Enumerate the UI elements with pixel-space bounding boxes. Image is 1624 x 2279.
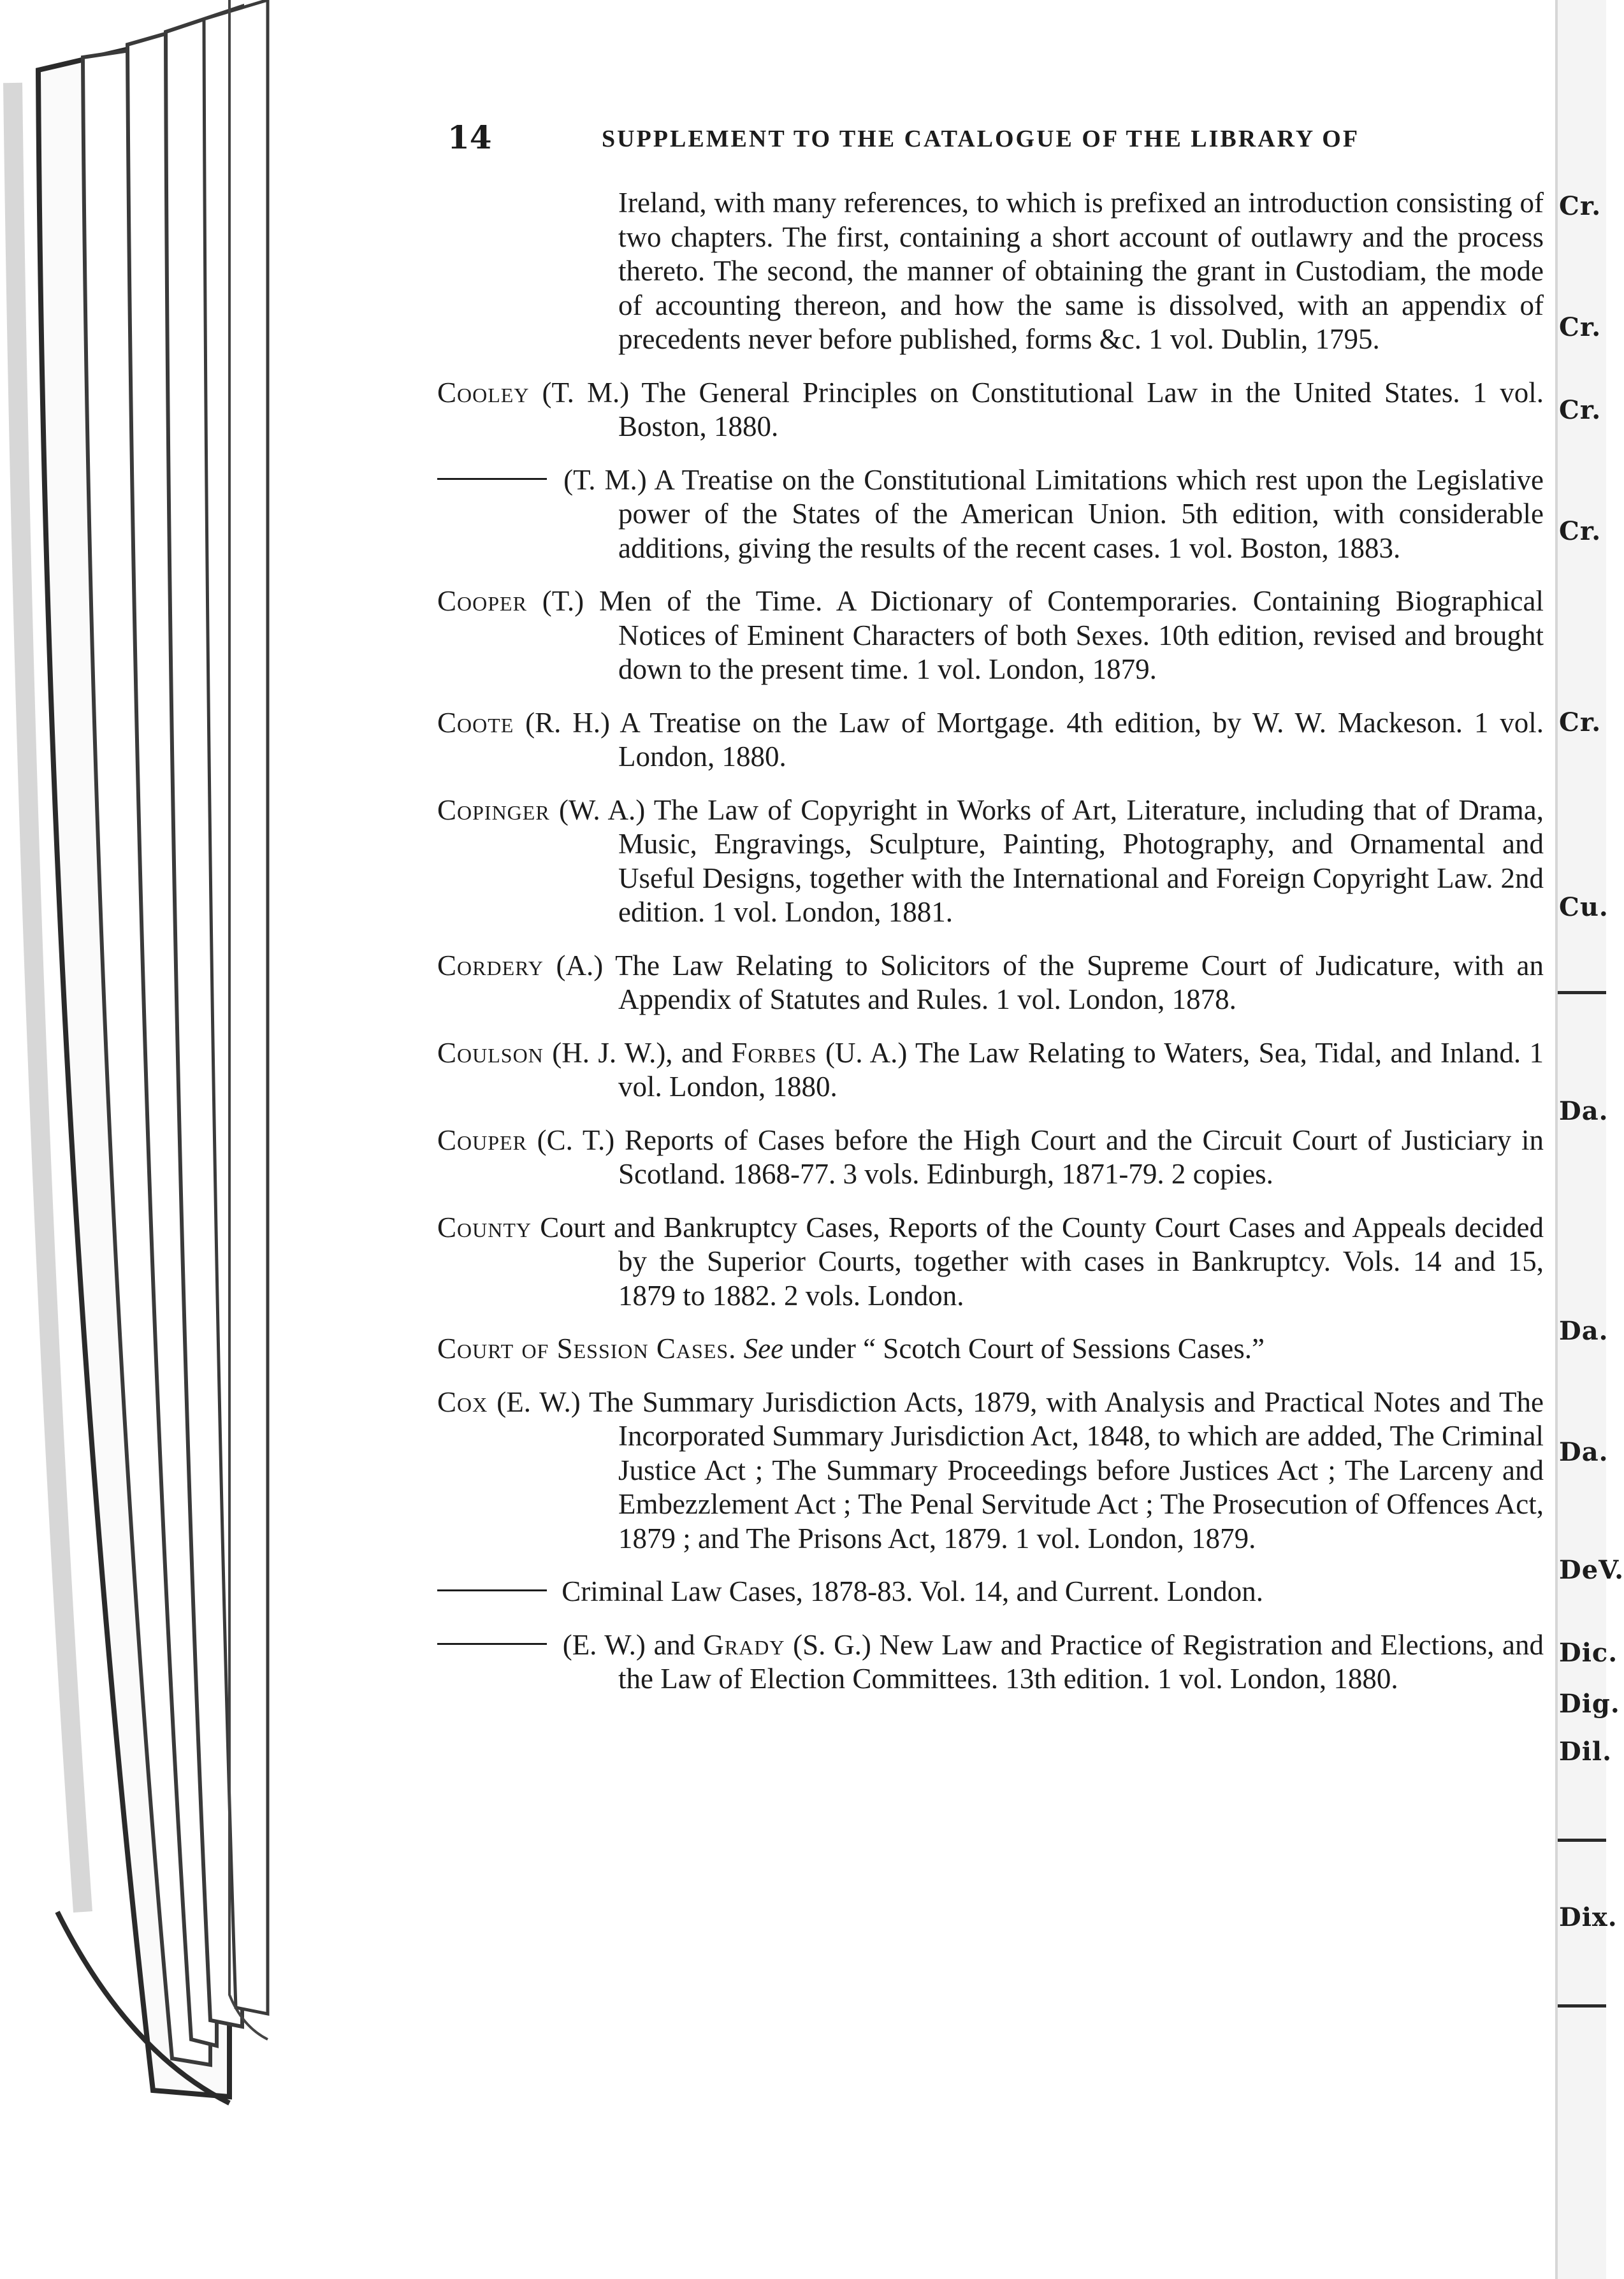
stacked-page-edges xyxy=(0,0,408,2279)
edge-label: DeV. xyxy=(1559,1555,1624,1585)
facing-page-edge xyxy=(1555,0,1624,2279)
entry-text: The Summary Jurisdiction Acts, 1879, with Analysis and Practical Notes and The Incorporated Summary Jurisdiction Act, 1848, to which are added, The Criminal Justice Act ; The Summary Proceedings before Justices Act ; The Larceny and Embezzlement Act ; The Penal Servitude Act ; The Prosecution of Offences Act, 1879 ; and The Prisons Act, 1879. 1 vol. London, 1879. xyxy=(588,1385,1544,1554)
entry-text: under “ Scotch Court of Sessions Cases.” xyxy=(790,1333,1265,1364)
entry-initials: (R. H.) xyxy=(525,706,610,739)
edge-label: Cr. xyxy=(1559,516,1602,546)
catalogue-entry xyxy=(437,463,1544,566)
catalogue-entry xyxy=(437,1332,1544,1366)
entry-text: Criminal Law Cases, 1878-83. Vol. 14, and Current. London. xyxy=(562,1575,1263,1607)
catalogue-entry xyxy=(437,186,1544,357)
catalogue-entry xyxy=(437,1036,1544,1104)
entry-text: New Law and Practice of Registration and Elections, and the Law of Election Committees. 13th edition. 1 vol. London, 1880. xyxy=(618,1628,1544,1695)
entry-initials: (T.) xyxy=(542,585,584,617)
ditto-dash xyxy=(437,478,547,480)
entry-author: Coote xyxy=(437,706,514,739)
entry-initials: (C. T.) xyxy=(537,1124,615,1156)
edge-label: Dix. xyxy=(1559,1902,1618,1932)
catalogue-entries xyxy=(437,186,1544,1716)
edge-label: Dil. xyxy=(1559,1737,1613,1767)
ditto-dash xyxy=(437,1589,547,1591)
edge-label: Cr. xyxy=(1559,191,1602,221)
entry-author: Cooley xyxy=(437,376,530,409)
entry-text: The Law of Copyright in Works of Art, Literature, including that of Drama, Music, Engravings, Sculpture, Painting, Photography, and Ornamental and Useful Designs, together with the International and Foreign Copyright Law. 2nd edition. 1 vol. London, 1881. xyxy=(618,793,1544,928)
edge-label: Dig. xyxy=(1559,1689,1620,1719)
entry-coauthor: Grady xyxy=(703,1628,785,1661)
entry-text: The General Principles on Constitutional Law in the United States. 1 vol. Boston, 1880. xyxy=(618,376,1544,442)
catalogue-entry xyxy=(437,1385,1544,1556)
edge-label: Dic. xyxy=(1559,1638,1618,1668)
entry-initials: (E. W.) xyxy=(497,1385,581,1418)
entry-initials: (A.) xyxy=(556,949,604,981)
page-number: 14 xyxy=(447,119,492,156)
entry-text: Reports of Cases before the High Court and the Circuit Court of Justiciary in Scotland. 1868-77. 3 vols. Edinburgh, 1871-79. 2 copies. xyxy=(618,1124,1544,1190)
entry-text: Court and Bankruptcy Cases, Reports of the County Court Cases and Appeals decided by the Superior Courts, together with cases in Bankruptcy. Vols. 14 and 15, 1879 to 1882. 2 vols. London. xyxy=(540,1211,1544,1312)
entry-text: The Law Relating to Waters, Sea, Tidal, and Inland. 1 vol. London, 1880. xyxy=(618,1036,1544,1103)
edge-label: Cr. xyxy=(1559,395,1602,425)
edge-label: Da. xyxy=(1559,1096,1609,1126)
entry-initials: (T. M.) xyxy=(563,463,647,496)
entry-text: Ireland, with many references, to which is prefixed an introduction consisting of two chapters. The first, containing a short account of outlawry and the process thereto. The second, the manner of obtaining the grant in Custodiam, the mode of accounting thereon, and how the same is dissolved, with an appendix of precedents never before published, forms &c. 1 vol. Dublin, 1795. xyxy=(618,187,1544,355)
catalogue-entry xyxy=(437,949,1544,1017)
entry-author: Cox xyxy=(437,1385,488,1418)
catalogue-entry xyxy=(437,1124,1544,1192)
edge-rule xyxy=(1558,2004,1606,2008)
entry-coauthor: Forbes xyxy=(731,1036,817,1069)
running-head: SUPPLEMENT TO THE CATALOGUE OF THE LIBRARY OF xyxy=(602,126,1360,152)
entry-initials: (H. J. W.), and xyxy=(552,1036,723,1069)
entry-initials: (E. W.) and xyxy=(562,1628,695,1661)
entry-author: Cooper xyxy=(437,585,527,617)
entry-author: County xyxy=(437,1211,532,1243)
entry-author: Copinger xyxy=(437,793,550,826)
catalogue-entry xyxy=(437,1628,1544,1697)
edge-label: Cr. xyxy=(1559,707,1602,737)
entry-coauthor-initials: (U. A.) xyxy=(825,1036,908,1069)
entry-text: A Treatise on the Law of Mortgage. 4th edition, by W. W. Mackeson. 1 vol. London, 1880. xyxy=(618,706,1544,772)
entry-text: The Law Relating to Solicitors of the Supreme Court of Judicature, with an Appendix of Statutes and Rules. 1 vol. London, 1878. xyxy=(615,949,1544,1015)
entry-coauthor-initials: (S. G.) xyxy=(793,1628,871,1661)
ditto-dash xyxy=(437,1643,547,1645)
entry-initials: (T. M.) xyxy=(542,376,630,409)
catalogue-entry xyxy=(437,584,1544,687)
entry-initials: (W. A.) xyxy=(559,793,646,826)
edge-label: Da. xyxy=(1559,1316,1609,1346)
catalogue-entry xyxy=(437,1575,1544,1609)
edge-label: Cr. xyxy=(1559,312,1602,342)
entry-author: Couper xyxy=(437,1124,527,1156)
catalogue-entry xyxy=(437,376,1544,444)
edge-rule xyxy=(1558,991,1606,994)
entry-author: Coulson xyxy=(437,1036,544,1069)
entry-author: Court of Session Cases. xyxy=(437,1333,737,1364)
edge-label: Cu. xyxy=(1559,892,1609,922)
catalogue-entry xyxy=(437,793,1544,930)
edge-label: Da. xyxy=(1559,1437,1609,1467)
catalogue-entry xyxy=(437,1211,1544,1313)
catalogue-entry xyxy=(437,706,1544,774)
see-reference: See xyxy=(743,1333,784,1364)
edge-rule xyxy=(1558,1839,1606,1842)
entry-text: Men of the Time. A Dictionary of Contemporaries. Containing Biographical Notices of Eminent Characters of both Sexes. 10th edition, revised and brought down to the present time. 1 vol. London, 1879. xyxy=(599,585,1544,685)
entry-text: A Treatise on the Constitutional Limitations which rest upon the Legislative power of the States of the American Union. 5th edition, with considerable additions, giving the results of the recent cases. 1 vol. Boston, 1883. xyxy=(618,463,1544,564)
entry-author: Cordery xyxy=(437,949,544,981)
